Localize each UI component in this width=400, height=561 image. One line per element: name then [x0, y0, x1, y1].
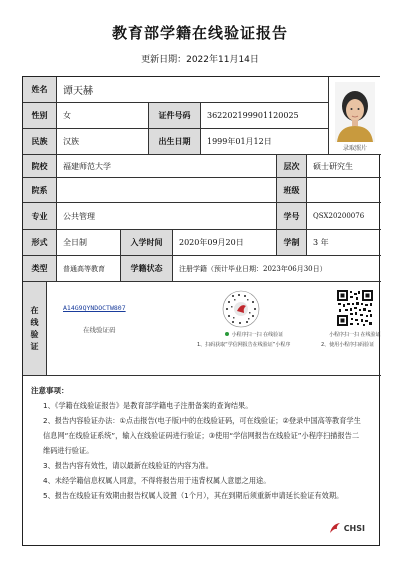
name-label: 姓名 [23, 77, 57, 103]
duration-value: 3 年 [307, 230, 381, 256]
student-photo [335, 82, 375, 142]
ethnicity-label: 民族 [23, 129, 57, 155]
chsi-logo-text: CHSI [343, 523, 365, 533]
notes-title: 注意事项： [31, 386, 69, 395]
department-value [57, 178, 277, 203]
note-item: 1、《学籍在线验证报告》是教育部学籍电子注册备案的查询结果。 [43, 401, 253, 410]
verification-code-caption: 在线验证码 [83, 326, 116, 334]
gender-value: 女 [57, 103, 149, 129]
name-value: 谭天赫 [57, 77, 329, 103]
report-title: 教育部学籍在线验证报告 [111, 24, 288, 42]
status-label: 学籍状态 [121, 256, 173, 282]
status-value: 注册学籍（预计毕业日期：2023年06月30日） [173, 256, 381, 282]
class-label: 班级 [277, 178, 307, 203]
mini-program-code[interactable] [222, 290, 260, 328]
qr-code[interactable] [337, 290, 373, 326]
notes-section [31, 383, 363, 503]
note-item: 3、报告内容有效性，请以最新在线验证的内容为准。 [43, 461, 213, 470]
verify-label-char: 验 [30, 329, 39, 339]
study-form-value: 全日制 [57, 230, 121, 256]
report-frame [22, 76, 380, 546]
level-label: 层次 [277, 155, 307, 178]
school-value: 福建师范大学 [57, 155, 277, 178]
verify-label-char: 证 [30, 341, 39, 351]
chsi-logo [328, 521, 365, 535]
qr-caption: 2、使用小程序扫码验证 [321, 342, 375, 348]
class-value [307, 178, 381, 203]
verification-code-link[interactable]: A14G9QYNDOCTW807 [63, 304, 126, 312]
school-label: 院校 [23, 155, 57, 178]
enroll-value: 2020年09月20日 [173, 230, 277, 256]
note-item: 4、未经学籍信息权属人同意，不得将报告用于违背权属人意愿之用途。 [43, 476, 271, 485]
update-date: 更新日期：2022年11月14日 [141, 55, 259, 65]
duration-label: 学制 [277, 230, 307, 256]
gender-label: 性别 [23, 103, 57, 129]
study-form-label: 形式 [23, 230, 57, 256]
mini-program-caption: 1、扫码获取“学信网报告在线验证”小程序 [197, 342, 291, 348]
student-no-label: 学号 [277, 203, 307, 230]
major-value: 公共管理 [57, 203, 277, 230]
birth-value: 1999年01月12日 [201, 129, 329, 155]
photo-caption: 录取照片 [342, 145, 367, 152]
note-item: 2、报告内容验证办法：①点击报告(电子版)中的在线验证码，可在线验证；②登录中国高等教育学生信息网“在线验证系统”，输入在线验证码进行验证；③使用“学信网报告在线验证”小程序扫描报告二维码进行验证。 [43, 416, 361, 455]
note-item: 5、报告在线验证有效期由报告权属人设置（1个月），其在到期后须重新申请延长验证有效期。 [43, 491, 344, 500]
mini-program-small-caption-text: 小程序扫一扫 在线验证 [231, 332, 284, 338]
verify-area [47, 282, 381, 376]
photo-cell [329, 77, 381, 155]
major-label: 专业 [23, 203, 57, 230]
student-no-value: QSX20200076 [307, 203, 381, 230]
type-label: 类型 [23, 256, 57, 282]
id-label: 证件号码 [149, 103, 201, 129]
level-value: 硕士研究生 [307, 155, 381, 178]
qr-small-caption: 小程序扫一扫 在线验证 [329, 332, 381, 338]
verify-label-char: 在 [30, 305, 39, 315]
birth-label: 出生日期 [149, 129, 201, 155]
chsi-bird-icon [328, 521, 342, 535]
verify-label [23, 282, 47, 376]
verify-label-char: 线 [30, 317, 39, 327]
type-value: 普通高等教育 [57, 256, 121, 282]
mini-program-small-caption [225, 331, 283, 338]
enroll-label: 入学时间 [121, 230, 173, 256]
id-value: 362202199901120025 [201, 103, 329, 129]
department-label: 院系 [23, 178, 57, 203]
ethnicity-value: 汉族 [57, 129, 149, 155]
